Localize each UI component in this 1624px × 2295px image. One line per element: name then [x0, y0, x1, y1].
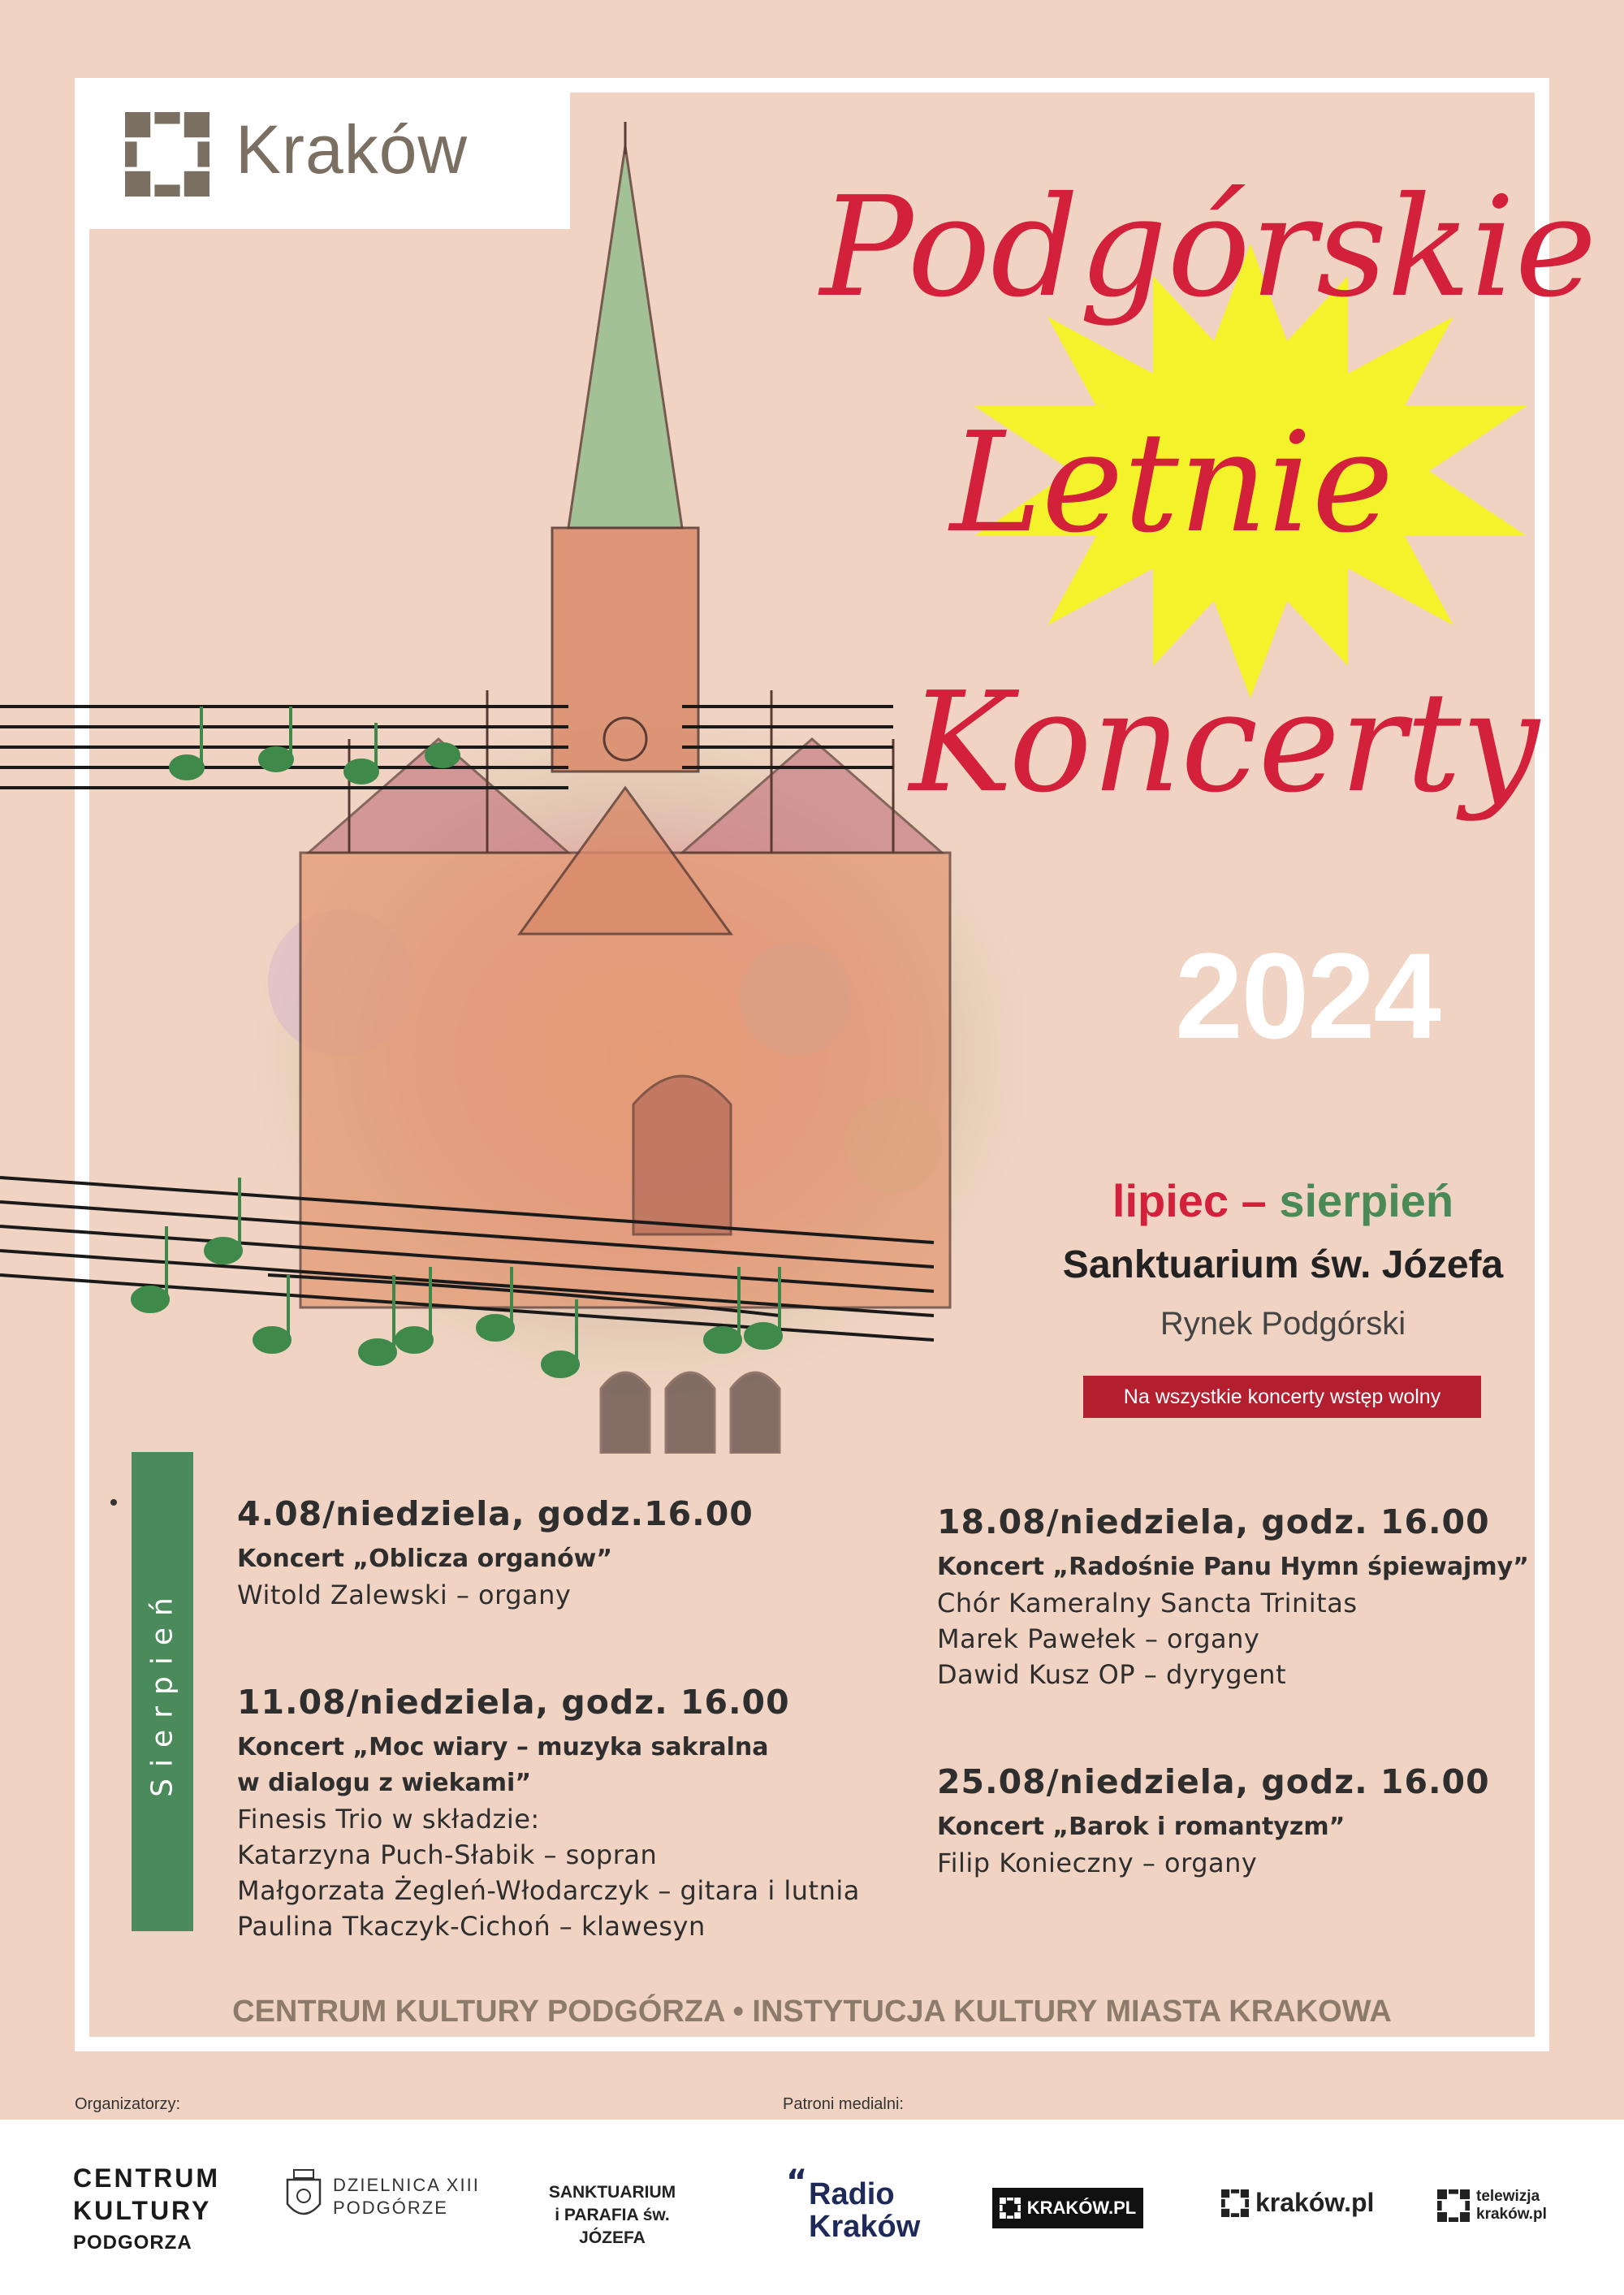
concert-2	[237, 1683, 860, 1944]
sanktuarium-logo: SANKTUARIUM i PARAFIA św. JÓZEFA	[548, 2183, 676, 2247]
patrons-label: Patroni medialni:	[783, 2095, 904, 2113]
concert-3	[937, 1502, 1529, 1692]
title-year: 2024	[1175, 927, 1440, 1064]
venue-place: Rynek Podgórski	[1160, 1306, 1406, 1342]
title-line-2: Letnie	[950, 403, 1394, 564]
concert-performer: Katarzyna Puch-Słabik – sopran	[237, 1839, 658, 1870]
concert-performer: Paulina Tkaczyk-Cichoń – klawesyn	[237, 1911, 706, 1942]
krakow-mark-icon	[1437, 2189, 1470, 2222]
title-line-3: Koncerty	[909, 663, 1540, 823]
krakow-pl-logo: kraków.pl	[1221, 2188, 1374, 2218]
concert-date: 25.08/niedziela, godz. 16.00	[937, 1762, 1490, 1801]
month-from: lipiec	[1112, 1175, 1229, 1226]
concert-date: 4.08/niedziela, godz.16.00	[237, 1494, 754, 1533]
month-label-text: Sierpień	[145, 1586, 179, 1797]
concert-performer: Witold Zalewski – organy	[237, 1580, 572, 1610]
ckp-logo: CENTRUM KULTURY PODGORZA	[73, 2163, 220, 2254]
concert-4	[937, 1762, 1490, 1881]
month-to: sierpień	[1279, 1175, 1454, 1226]
organizers-label: Organizatorzy:	[75, 2095, 181, 2113]
concert-name: Koncert „Radośnie Panu Hymn śpiewajmy”	[937, 1553, 1529, 1581]
concert-performer: Marek Pawełek – organy	[937, 1623, 1260, 1654]
magazine-logo: KRAKÓW.PL	[992, 2188, 1143, 2228]
radio-krakow-logo: Radio Kraków	[809, 2177, 921, 2244]
concert-name: Koncert „Moc wiary – muzyka sakralna	[237, 1733, 769, 1761]
concert-performer: Małgorzata Żegleń-Włodarczyk – gitara i lutnia	[237, 1875, 860, 1906]
concert-performer: Chór Kameralny Sancta Trinitas	[937, 1588, 1358, 1619]
telewizja-krakow-logo: telewizja kraków.pl	[1437, 2188, 1547, 2224]
organizer-line: CENTRUM KULTURY PODGÓRZA • INSTYTUCJA KULTURY MIASTA KRAKOWA	[232, 1995, 1392, 2029]
concert-performer: Dawid Kusz OP – dyrygent	[937, 1659, 1287, 1690]
dzielnica-logo: DZIELNICA XIII PODGÓRZE	[284, 2168, 480, 2225]
title-line-1: Podgórskie	[820, 167, 1597, 328]
concert-name: Koncert „Barok i romantyzm”	[937, 1813, 1345, 1841]
concert-1	[237, 1494, 754, 1613]
radio-quote-icon: “	[786, 2163, 808, 2201]
months-range	[1056, 1174, 1510, 1227]
concert-date: 11.08/niedziela, godz. 16.00	[237, 1683, 790, 1722]
krakow-mark-icon	[1221, 2189, 1249, 2217]
venue-name: Sanktuarium św. Józefa	[1062, 1243, 1504, 1286]
krakow-logo-text: Kraków	[235, 111, 469, 188]
free-entry-badge: Na wszystkie koncerty wstęp wolny	[1083, 1376, 1481, 1418]
concert-name: Koncert „Oblicza organów”	[237, 1545, 613, 1573]
krakow-mark-icon	[1000, 2198, 1021, 2219]
bullet-dot	[110, 1499, 117, 1506]
concert-performer: Filip Konieczny – organy	[937, 1848, 1258, 1878]
concert-name-cont: w dialogu z wiekami”	[237, 1769, 532, 1797]
month-dash: –	[1241, 1175, 1267, 1226]
concert-date: 18.08/niedziela, godz. 16.00	[937, 1502, 1490, 1541]
concert-performer: Finesis Trio w składzie:	[237, 1804, 540, 1835]
coat-of-arms-icon	[284, 2168, 323, 2225]
